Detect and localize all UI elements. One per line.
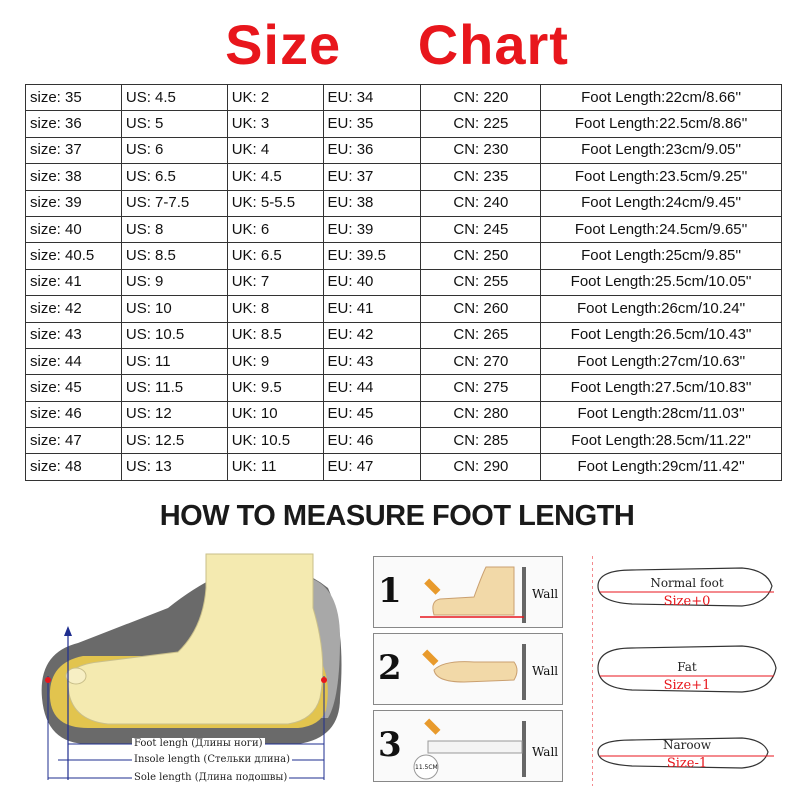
toe-point-marker — [45, 677, 51, 683]
uk-size-cell: UK: 9 — [227, 348, 323, 374]
cn-size-cell: CN: 275 — [421, 375, 541, 401]
size-cell: size: 36 — [26, 111, 122, 137]
heel-point-marker — [321, 677, 327, 683]
us-size-cell: US: 12.5 — [121, 428, 227, 454]
cn-size-cell: CN: 260 — [421, 296, 541, 322]
eu-size-cell: EU: 47 — [323, 454, 421, 480]
eu-size-cell: EU: 40 — [323, 269, 421, 295]
us-size-cell: US: 11 — [121, 348, 227, 374]
size-cell: size: 41 — [26, 269, 122, 295]
step-number: 3 — [378, 725, 402, 765]
us-size-cell: US: 10.5 — [121, 322, 227, 348]
foot-length-label: Foot lengh (Длины ноги) — [134, 738, 263, 749]
cn-size-cell: CN: 255 — [421, 269, 541, 295]
wall-label: Wall — [532, 587, 559, 601]
table-row — [26, 137, 782, 163]
size-cell: size: 45 — [26, 375, 122, 401]
shoe-cross-section-illustration — [28, 548, 358, 786]
size-cell: size: 46 — [26, 401, 122, 427]
foot-length-cell: Foot Length:23cm/9.05'' — [541, 137, 782, 163]
narrow-foot-label: Naroow — [662, 738, 712, 752]
cn-size-cell: CN: 235 — [421, 164, 541, 190]
table-row — [26, 322, 782, 348]
eu-size-cell: EU: 35 — [323, 111, 421, 137]
foot-length-cell: Foot Length:26cm/10.24'' — [541, 296, 782, 322]
size-cell: size: 42 — [26, 296, 122, 322]
cn-size-cell: CN: 250 — [421, 243, 541, 269]
cn-size-cell: CN: 265 — [421, 322, 541, 348]
normal-foot-size: Size+0 — [663, 594, 711, 609]
normal-foot-label: Normal foot — [650, 576, 724, 590]
step-1-panel — [373, 556, 563, 628]
uk-size-cell: UK: 6 — [227, 216, 323, 242]
table-row — [26, 401, 782, 427]
table-row — [26, 85, 782, 111]
fat-foot-size: Size+1 — [663, 678, 711, 693]
table-row — [26, 111, 782, 137]
foot-length-cell: Foot Length:25.5cm/10.05'' — [541, 269, 782, 295]
table-row — [26, 428, 782, 454]
foot-length-cell: Foot Length:27.5cm/10.83'' — [541, 375, 782, 401]
eu-size-cell: EU: 43 — [323, 348, 421, 374]
us-size-cell: US: 13 — [121, 454, 227, 480]
fat-foot-label: Fat — [677, 660, 697, 674]
uk-size-cell: UK: 4 — [227, 137, 323, 163]
us-size-cell: US: 8.5 — [121, 243, 227, 269]
uk-size-cell: UK: 10.5 — [227, 428, 323, 454]
table-row — [26, 454, 782, 480]
cn-size-cell: CN: 225 — [421, 111, 541, 137]
chart-title — [0, 12, 794, 78]
foot-top-icon — [434, 662, 517, 682]
table-row — [26, 348, 782, 374]
cn-size-cell: CN: 280 — [421, 401, 541, 427]
uk-size-cell: UK: 8 — [227, 296, 323, 322]
title-word-chart: Chart — [417, 13, 569, 76]
table-row — [26, 269, 782, 295]
size-table-body — [26, 85, 782, 481]
foot-length-cell: Foot Length:22cm/8.66'' — [541, 85, 782, 111]
uk-size-cell: UK: 4.5 — [227, 164, 323, 190]
title-word-size: Size — [225, 13, 342, 76]
uk-size-cell: UK: 3 — [227, 111, 323, 137]
eu-size-cell: EU: 36 — [323, 137, 421, 163]
step-number: 1 — [378, 571, 402, 611]
us-size-cell: US: 6.5 — [121, 164, 227, 190]
step-3-panel — [373, 710, 563, 782]
step-number: 2 — [378, 648, 402, 688]
size-cell: size: 38 — [26, 164, 122, 190]
size-cell: size: 37 — [26, 137, 122, 163]
us-size-cell: US: 10 — [121, 296, 227, 322]
us-size-cell: US: 7-7.5 — [121, 190, 227, 216]
wall-label: Wall — [532, 664, 559, 678]
uk-size-cell: UK: 2 — [227, 85, 323, 111]
eu-size-cell: EU: 46 — [323, 428, 421, 454]
foot-length-cell: Foot Length:26.5cm/10.43'' — [541, 322, 782, 348]
foot-length-cell: Foot Length:25cm/9.85'' — [541, 243, 782, 269]
uk-size-cell: UK: 7 — [227, 269, 323, 295]
uk-size-cell: UK: 10 — [227, 401, 323, 427]
table-row — [26, 164, 782, 190]
foot-length-cell: Foot Length:23.5cm/9.25'' — [541, 164, 782, 190]
eu-size-cell: EU: 42 — [323, 322, 421, 348]
size-cell: size: 47 — [26, 428, 122, 454]
measure-heading: HOW TO MEASURE FOOT LENGTH — [159, 500, 635, 532]
uk-size-cell: UK: 11 — [227, 454, 323, 480]
eu-size-cell: EU: 38 — [323, 190, 421, 216]
eu-size-cell: EU: 45 — [323, 401, 421, 427]
shoe-diagram-svg — [28, 548, 358, 786]
cn-size-cell: CN: 285 — [421, 428, 541, 454]
cn-size-cell: CN: 245 — [421, 216, 541, 242]
wall-icon — [522, 721, 526, 777]
size-cell: size: 48 — [26, 454, 122, 480]
eu-size-cell: EU: 39.5 — [323, 243, 421, 269]
foot-length-cell: Foot Length:24.5cm/9.65'' — [541, 216, 782, 242]
cn-size-cell: CN: 240 — [421, 190, 541, 216]
cn-size-cell: CN: 220 — [421, 85, 541, 111]
big-toe — [66, 668, 86, 684]
uk-size-cell: UK: 8.5 — [227, 322, 323, 348]
pencil-icon — [422, 650, 438, 666]
size-cell: size: 39 — [26, 190, 122, 216]
ruler-mark: 11.5CM — [415, 764, 438, 771]
arrow-up-icon — [64, 626, 72, 636]
size-cell: size: 40.5 — [26, 243, 122, 269]
eu-size-cell: EU: 44 — [323, 375, 421, 401]
us-size-cell: US: 6 — [121, 137, 227, 163]
size-table — [25, 84, 782, 481]
us-size-cell: US: 4.5 — [121, 85, 227, 111]
cn-size-cell: CN: 270 — [421, 348, 541, 374]
wall-label: Wall — [532, 745, 559, 759]
table-row — [26, 243, 782, 269]
cn-size-cell: CN: 290 — [421, 454, 541, 480]
foot-length-cell: Foot Length:29cm/11.42'' — [541, 454, 782, 480]
us-size-cell: US: 5 — [121, 111, 227, 137]
size-cell: size: 35 — [26, 85, 122, 111]
eu-size-cell: EU: 39 — [323, 216, 421, 242]
wall-icon — [522, 644, 526, 700]
foot-length-cell: Foot Length:28.5cm/11.22'' — [541, 428, 782, 454]
foot-length-cell: Foot Length:24cm/9.45'' — [541, 190, 782, 216]
sole-length-label: Sole length (Длина подошвы) — [134, 772, 288, 783]
size-cell: size: 43 — [26, 322, 122, 348]
size-cell: size: 40 — [26, 216, 122, 242]
foot-icon — [433, 567, 514, 615]
size-cell: size: 44 — [26, 348, 122, 374]
table-row — [26, 216, 782, 242]
eu-size-cell: EU: 37 — [323, 164, 421, 190]
ruler-icon — [428, 741, 522, 753]
eu-size-cell: EU: 34 — [323, 85, 421, 111]
table-row — [26, 296, 782, 322]
narrow-foot-size: Size-1 — [666, 756, 708, 771]
pencil-icon — [424, 579, 440, 595]
wall-icon — [522, 567, 526, 623]
step-2-panel — [373, 633, 563, 705]
cn-size-cell: CN: 230 — [421, 137, 541, 163]
uk-size-cell: UK: 9.5 — [227, 375, 323, 401]
foot-type-panel — [592, 556, 782, 786]
foot-length-cell: Foot Length:28cm/11.03'' — [541, 401, 782, 427]
uk-size-cell: UK: 5-5.5 — [227, 190, 323, 216]
us-size-cell: US: 12 — [121, 401, 227, 427]
uk-size-cell: UK: 6.5 — [227, 243, 323, 269]
insole-length-label: Insole length (Стельки длина) — [134, 754, 291, 765]
table-row — [26, 190, 782, 216]
us-size-cell: US: 9 — [121, 269, 227, 295]
table-row — [26, 375, 782, 401]
foot-length-cell: Foot Length:27cm/10.63'' — [541, 348, 782, 374]
pencil-icon — [424, 719, 440, 735]
foot-length-cell: Foot Length:22.5cm/8.86'' — [541, 111, 782, 137]
us-size-cell: US: 8 — [121, 216, 227, 242]
eu-size-cell: EU: 41 — [323, 296, 421, 322]
us-size-cell: US: 11.5 — [121, 375, 227, 401]
